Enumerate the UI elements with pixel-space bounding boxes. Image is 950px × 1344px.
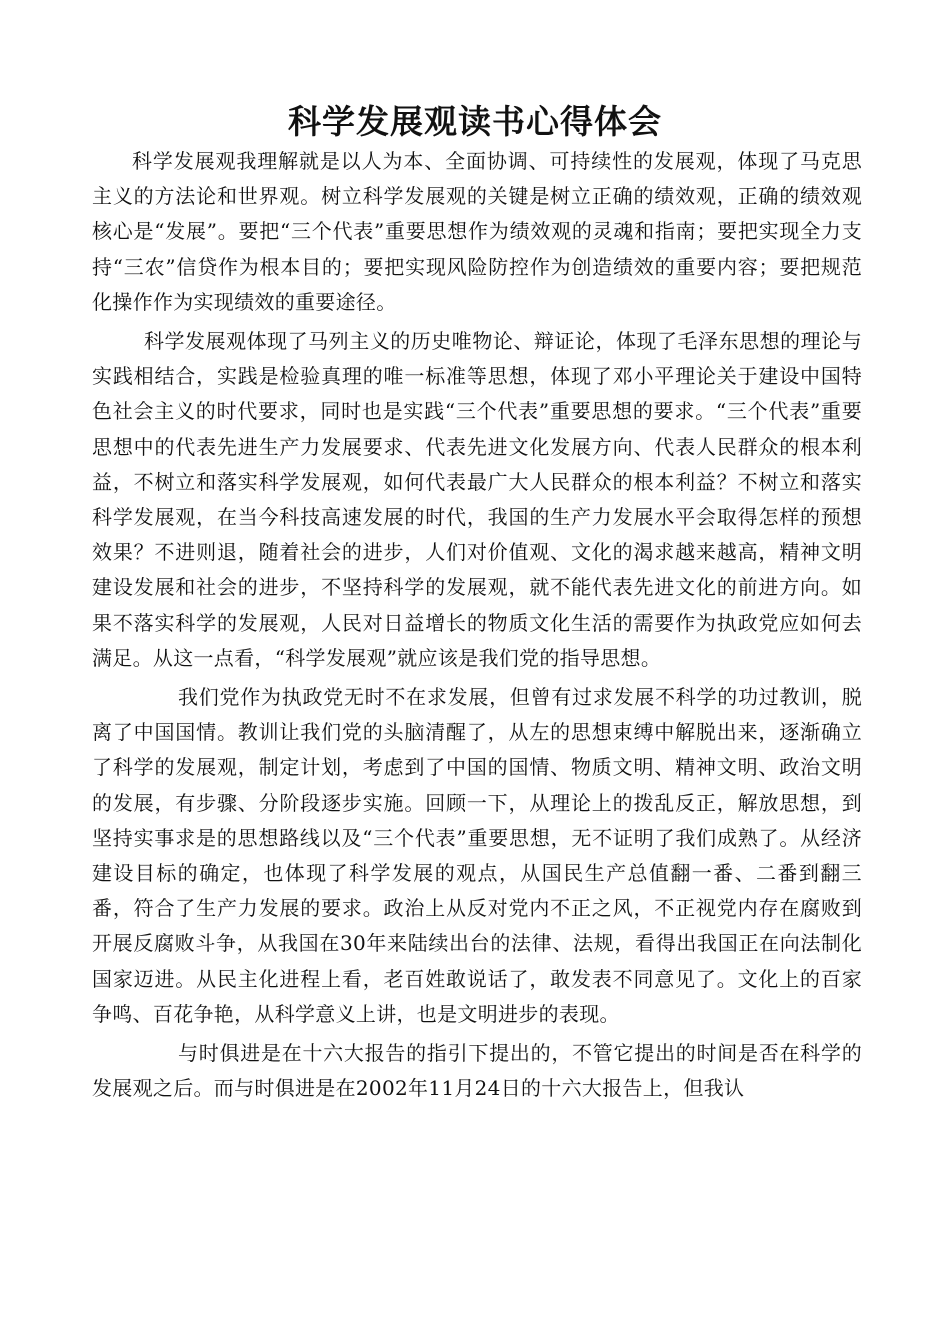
paragraph-4: 与时俱进是在十六大报告的指引下提出的，不管它提出的时间是否在科学的发展观之后。而与时俱进是在2002年11月24日的十六大报告上，但我认 (92, 1041, 862, 1101)
document-body (92, 144, 862, 1106)
paragraph-3: 我们党作为执政党无时不在求发展，但曾有过求发展不科学的功过教训，脱离了中国国情。教训让我们党的头脑清醒了，从左的思想束缚中解脱出来，逐渐确立了科学的发展观，制定计划，考虑到了中国的国情、物质文明、精神文明、政治文明的发展，有步骤、分阶段逐步实施。回顾一下，从理论上的拨乱反正，解放思想，到坚持实事求是的思想路线以及“三个代表”重要思想，无不证明了我们成熟了。从经济建设目标的确定，也体现了科学发展的观点，从国民生产总值翻一番、二番到翻三番，符合了生产力发展的要求。政治上从反对党内不正之风，不正视党内存在腐败到开展反腐败斗争，从我国在30年来陆续出台的法律、法规，看得出我国正在向法制化国家迈进。从民主化进程上看，老百姓敢说话了，敢发表不同意见了。文化上的百家争鸣、百花争艳，从科学意义上讲，也是文明进步的表现。 (92, 685, 862, 1026)
document-title: 科学发展观读书心得体会 (288, 102, 662, 141)
paragraph-2: 科学发展观体现了马列主义的历史唯物论、辩证论，体现了毛泽东思想的理论与实践相结合，实践是检验真理的唯一标准等思想，体现了邓小平理论关于建设中国特色社会主义的时代要求，同时也是实践“三个代表”重要思想的要求。“三个代表”重要思想中的代表先进生产力发展要求、代表先进文化发展方向、代表人民群众的根本利益，不树立和落实科学发展观，如何代表最广大人民群众的根本利益？不树立和落实科学发展观，在当今科技高速发展的时代，我国的生产力发展水平会取得怎样的预想效果？不进则退，随着社会的进步，人们对价值观、文化的渴求越来越高，精神文明建设发展和社会的进步，不坚持科学的发展观，就不能代表先进文化的前进方向。如果不落实科学的发展观，人民对日益增长的物质文化生活的需要作为执政党应如何去满足。从这一点看，“科学发展观”就应该是我们党的指导思想。 (92, 329, 862, 670)
paragraph-1: 科学发展观我理解就是以人为本、全面协调、可持续性的发展观，体现了马克思主义的方法论和世界观。树立科学发展观的关键是树立正确的绩效观，正确的绩效观核心是“发展”。要把“三个代表”重要思想作为绩效观的灵魂和指南；要把实现全力支持“三农”信贷作为根本目的；要把实现风险防控作为创造绩效的重要内容；要把规范化操作作为实现绩效的重要途径。 (92, 149, 862, 314)
